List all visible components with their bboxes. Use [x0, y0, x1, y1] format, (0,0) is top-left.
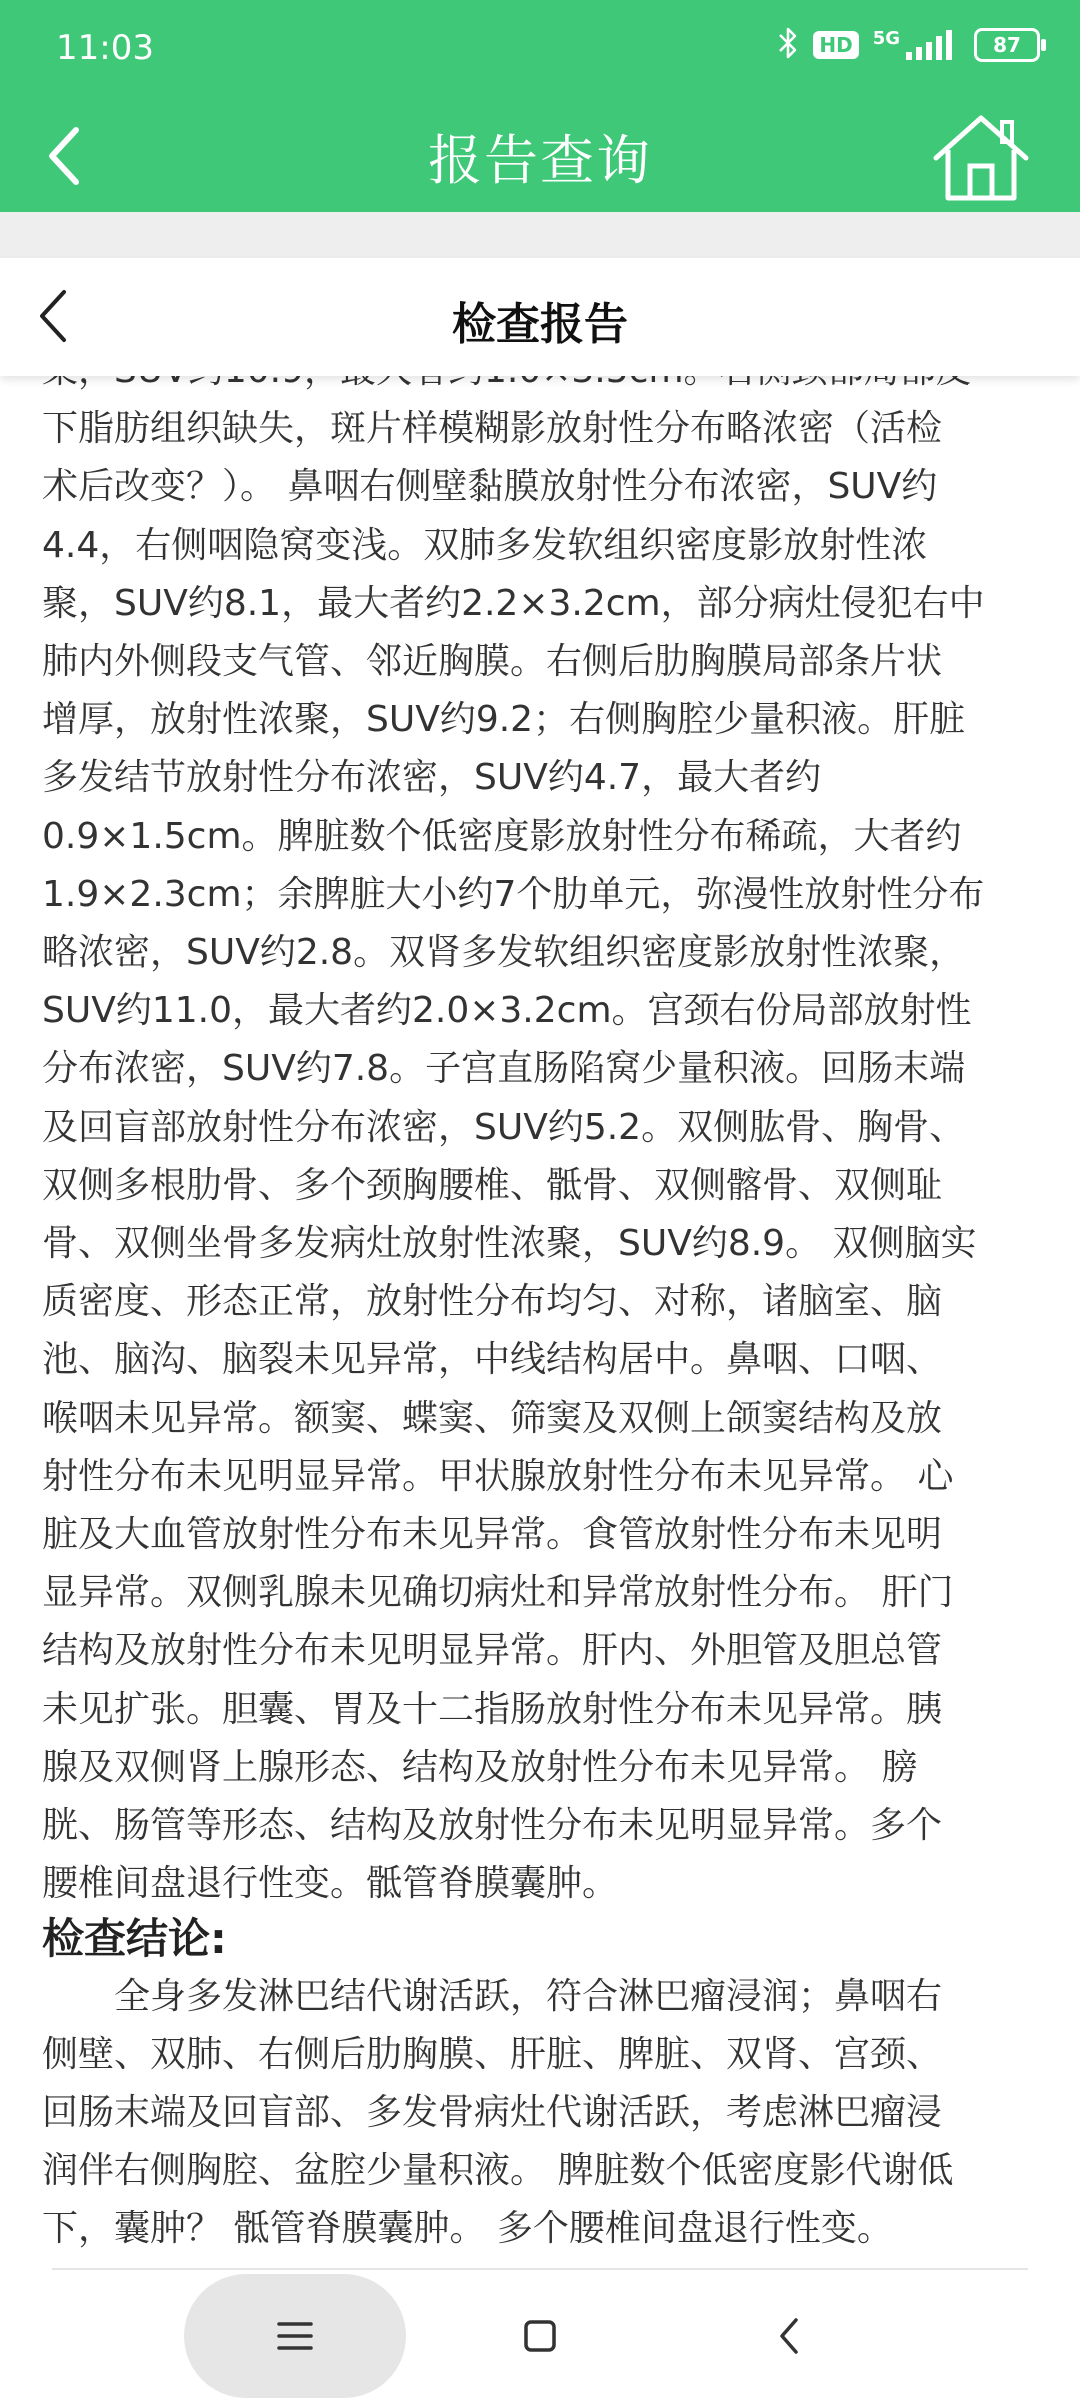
findings-line: 腺及双侧肾上腺形态、结构及放射性分布未见异常。 膀 [42, 1746, 918, 1788]
menu-icon [275, 2318, 315, 2354]
findings-line: 4.4，右侧咽隐窝变浅。双肺多发软组织密度影放射性浓 [42, 524, 928, 566]
findings-line: 胱、肠管等形态、结构及放射性分布未见明显异常。多个 [42, 1805, 943, 1847]
battery-level: 87 [993, 33, 1021, 57]
conclusion-line: 侧壁、双肺、右侧后肋胸膜、肝脏、脾脏、双肾、宫颈、 [42, 2034, 943, 2075]
findings-line: 双侧多根肋骨、多个颈胸腰椎、骶骨、双侧髂骨、双侧耻 [42, 1164, 943, 1206]
app-header [0, 100, 1080, 212]
nav-menu-button[interactable] [184, 2274, 406, 2398]
findings-line: 肺内外侧段支气管、邻近胸膜。右侧后肋胸膜局部条片状 [42, 641, 943, 683]
signal-icon [873, 30, 960, 60]
findings-line: 腰椎间盘退行性变。骶管脊膜囊肿。 [42, 1863, 619, 1905]
report-header [0, 258, 1080, 376]
findings-line: 分布浓密，SUV约7.8。子宫直肠陷窝少量积液。回肠末端 [42, 1048, 966, 1090]
findings-line: 1.9×2.3cm；余脾脏大小约7个肋单元，弥漫性放射性分布 [42, 873, 985, 915]
status-bar [0, 0, 1080, 100]
conclusion-heading: 检查结论: [42, 1914, 227, 1963]
divider [52, 2268, 1028, 2270]
bluetooth-icon [777, 26, 799, 64]
findings-line: 质密度、形态正常，放射性分布均匀、对称，诸脑室、脑 [42, 1281, 943, 1323]
conclusion-text [42, 1968, 1042, 2258]
square-icon [520, 2316, 560, 2356]
findings-line: 显异常。双侧乳腺未见确切病灶和异常放射性分布。 肝门 [42, 1572, 954, 1614]
nav-back-button[interactable] [730, 2272, 850, 2400]
conclusion-line: 下，囊肿？ 骶管脊膜囊肿。 多个腰椎间盘退行性变。 [42, 2208, 893, 2249]
findings-line: 下脂肪组织缺失，斑片样模糊影放射性分布略浓密（活检 [42, 408, 943, 450]
findings-line: 骨、双侧坐骨多发病灶放射性浓聚，SUV约8.9。 双侧脑实 [42, 1223, 977, 1265]
status-time: 11:03 [56, 28, 154, 68]
battery-icon [974, 28, 1040, 62]
home-button[interactable] [926, 108, 1036, 208]
separator-band [0, 212, 1080, 258]
system-nav-bar [0, 2272, 1080, 2400]
status-icons [777, 26, 1040, 64]
app-title: 报告查询 [428, 129, 652, 192]
findings-line: 及回盲部放射性分布浓密，SUV约5.2。双侧肱骨、胸骨、 [42, 1106, 966, 1148]
findings-line: 喉咽未见异常。额窦、蝶窦、筛窦及双侧上颌窦结构及放 [42, 1397, 943, 1439]
findings-line: SUV约11.0，最大者约2.0×3.2cm。宫颈右份局部放射性 [42, 990, 972, 1032]
conclusion-line: 回肠末端及回盲部、多发骨病灶代谢活跃，考虑淋巴瘤浸 [42, 2092, 943, 2133]
findings-line: 射性分布未见明显异常。甲状腺放射性分布未见异常。 心 [42, 1455, 954, 1497]
findings-line: 聚，SUV约8.1，最大者约2.2×3.2cm，部分病灶侵犯右中 [42, 582, 985, 624]
home-icon [926, 108, 1036, 208]
findings-line: 未见扩张。胆囊、胃及十二指肠放射性分布未见异常。胰 [42, 1688, 943, 1730]
nav-home-button[interactable] [480, 2272, 600, 2400]
findings-line: 0.9×1.5cm。脾脏数个低密度影放射性分布稀疏，大者约 [42, 815, 962, 857]
network-type: 5G [872, 28, 900, 49]
hd-badge: HD [813, 31, 858, 59]
report-title: 检查报告 [452, 299, 628, 350]
findings-line: 增厚，放射性浓聚，SUV约9.2；右侧胸腔少量积液。肝脏 [42, 699, 966, 741]
report-content[interactable] [0, 376, 1080, 2266]
findings-line: 池、脑沟、脑裂未见异常，中线结构居中。鼻咽、口咽、 [42, 1339, 943, 1381]
conclusion-line: 全身多发淋巴结代谢活跃，符合淋巴瘤浸润；鼻咽右 [42, 1976, 943, 2017]
conclusion-line: 润伴右侧胸腔、盆腔少量积液。 脾脏数个低密度影代谢低 [42, 2150, 954, 2191]
chevron-left-icon [770, 2314, 810, 2358]
findings-line: 多发结节放射性分布浓密，SUV约4.7，最大者约 [42, 757, 822, 799]
findings-line: 术后改变？）。 鼻咽右侧壁黏膜放射性分布浓密，SUV约 [42, 466, 938, 508]
findings-line: 略浓密，SUV约2.8。双肾多发软组织密度影放射性浓聚， [42, 932, 966, 974]
findings-text [42, 342, 1042, 1913]
findings-line: 脏及大血管放射性分布未见异常。食管放射性分布未见明 [42, 1514, 943, 1556]
findings-line: 结构及放射性分布未见明显异常。肝内、外胆管及胆总管 [42, 1630, 943, 1672]
